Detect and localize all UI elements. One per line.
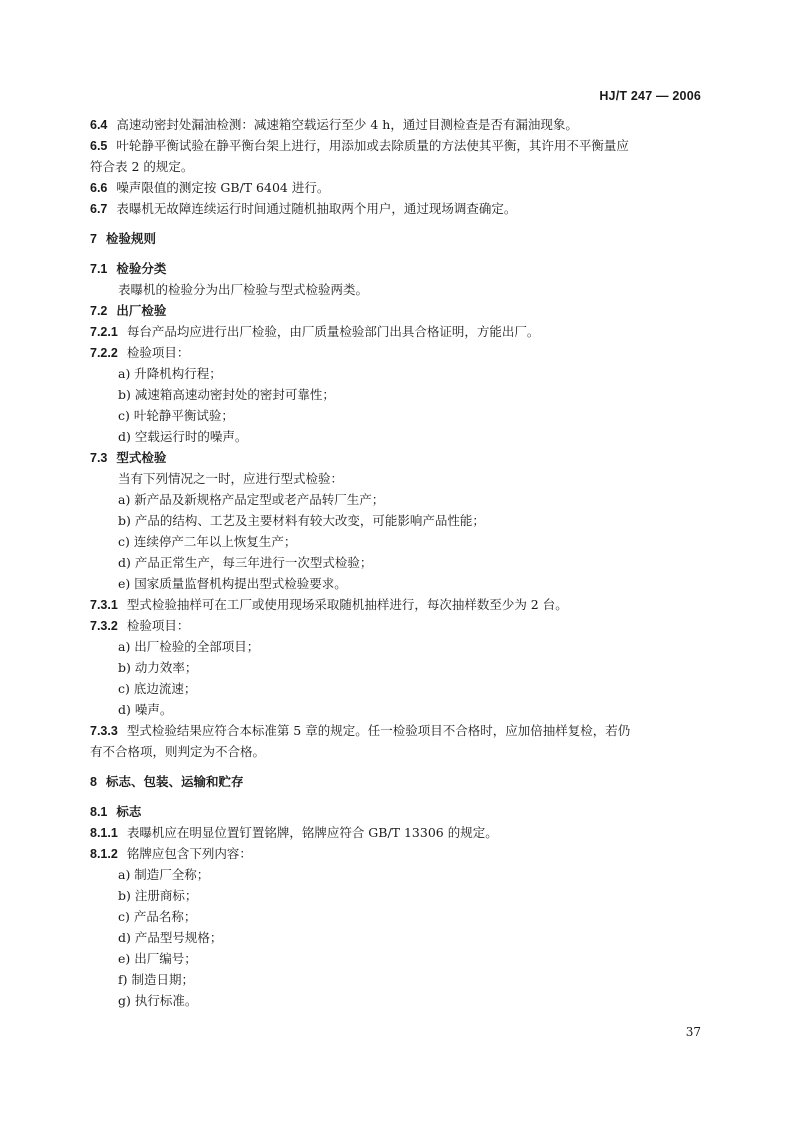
- section-heading: [90, 771, 704, 792]
- clause-text: c) 连续停产二年以上恢复生产；: [118, 534, 297, 549]
- clause-text: d) 噪声。: [118, 702, 173, 717]
- clause-text: 型式检验: [116, 450, 167, 465]
- clause-text: 检验项目：: [126, 345, 190, 360]
- text-line: [90, 279, 704, 300]
- clause-text: f) 制造日期；: [118, 972, 194, 987]
- clause-number: 7: [90, 232, 97, 246]
- section-heading: [90, 258, 704, 279]
- clause-text: 出厂检验: [116, 303, 167, 318]
- text-line: [90, 657, 704, 678]
- text-line: [90, 948, 704, 969]
- clause-text: 铭牌应包含下列内容：: [126, 846, 252, 861]
- clause-text: 标志: [116, 804, 142, 819]
- clause-text: b) 产品的结构、工艺及主要材料有较大改变，可能影响产品性能；: [118, 513, 485, 528]
- clause-line: [90, 321, 704, 342]
- clause-number: 8.1: [90, 805, 108, 819]
- clause-line: [90, 594, 704, 615]
- section-heading: [90, 447, 704, 468]
- clause-text: 表曝机无故障连续运行时间通过随机抽取两个用户，通过现场调查确定。: [116, 201, 517, 216]
- text-line: [90, 510, 704, 531]
- text-line: [90, 468, 704, 489]
- text-line: [90, 531, 704, 552]
- clause-number: 7.1: [90, 262, 108, 276]
- section-heading: [90, 300, 704, 321]
- text-line: [90, 969, 704, 990]
- clause-number: 8.1.2: [90, 847, 118, 861]
- text-line: [90, 678, 704, 699]
- section-gap: [90, 762, 704, 771]
- clause-text: 型式检验结果应符合本标准第 5 章的规定。任一检验项目不合格时，应加倍抽样复检，若仍: [126, 723, 631, 738]
- clause-text: 当有下列情况之一时，应进行型式检验：: [118, 471, 344, 486]
- clause-number: 7.3: [90, 451, 108, 465]
- clause-number: 7.3.2: [90, 619, 118, 633]
- clause-text: 噪声限值的测定按 GB/T 6404 进行。: [116, 180, 330, 195]
- clause-text: c) 产品名称；: [118, 909, 197, 924]
- text-line: [90, 405, 704, 426]
- clause-line: [90, 135, 704, 156]
- clause-number: 8: [90, 775, 97, 789]
- clause-text: a) 升降机构行程；: [118, 366, 222, 381]
- text-line: [90, 552, 704, 573]
- clause-text: g) 执行标准。: [118, 993, 198, 1008]
- clause-number: 6.5: [90, 139, 108, 153]
- clause-number: 6.7: [90, 202, 108, 216]
- text-line: [90, 573, 704, 594]
- clause-text: a) 新产品及新规格产品定型或老产品转厂生产；: [118, 492, 385, 507]
- clause-line: [90, 843, 704, 864]
- clause-text: 检验项目：: [126, 618, 190, 633]
- text-line: [90, 906, 704, 927]
- text-line: [90, 636, 704, 657]
- clause-text: b) 注册商标；: [118, 888, 198, 903]
- clause-text: 叶轮静平衡试验在静平衡台架上进行，用添加或去除质量的方法使其平衡，其许用不平衡量应: [116, 138, 629, 153]
- text-line: [90, 864, 704, 885]
- clause-text: 检验规则: [105, 231, 156, 246]
- clause-number: 7.2.1: [90, 325, 118, 339]
- clause-text: b) 减速箱高速动密封处的密封可靠性；: [118, 387, 335, 402]
- clause-text: 检验分类: [116, 261, 167, 276]
- clause-text: c) 底边流速；: [118, 681, 197, 696]
- clause-text: 表曝机应在明显位置钉置铭牌，铭牌应符合 GB/T 13306 的规定。: [126, 825, 498, 840]
- clause-number: 7.2: [90, 304, 108, 318]
- section-gap: [90, 219, 704, 228]
- clause-text: 高速动密封处漏油检测：减速箱空载运行至少 4 h，通过目测检查是否有漏油现象。: [116, 117, 578, 132]
- clause-line: [90, 177, 704, 198]
- clause-line: [90, 615, 704, 636]
- clause-number: 7.3.1: [90, 598, 118, 612]
- section-heading: [90, 801, 704, 822]
- clause-text: 有不合格项，则判定为不合格。: [90, 744, 266, 759]
- clause-line: [90, 114, 704, 135]
- clause-number: 6.4: [90, 118, 108, 132]
- clause-line: [90, 198, 704, 219]
- clause-text: e) 出厂编号；: [118, 951, 197, 966]
- text-line: [90, 885, 704, 906]
- clause-text: 每台产品均应进行出厂检验，由厂质量检验部门出具合格证明，方能出厂。: [126, 324, 540, 339]
- document-body: [90, 114, 704, 1011]
- clause-text: 符合表 2 的规定。: [90, 159, 194, 174]
- text-line: [90, 384, 704, 405]
- text-line: [90, 990, 704, 1011]
- clause-text: b) 动力效率；: [118, 660, 198, 675]
- text-line: [90, 927, 704, 948]
- clause-number: 7.2.2: [90, 346, 118, 360]
- clause-text: d) 产品型号规格；: [118, 930, 223, 945]
- text-line: [90, 699, 704, 720]
- section-gap: [90, 792, 704, 801]
- section-heading: [90, 228, 704, 249]
- clause-text: 标志、包装、运输和贮存: [105, 774, 244, 789]
- clause-text: d) 产品正常生产，每三年进行一次型式检验；: [118, 555, 373, 570]
- clause-text: c) 叶轮静平衡试验；: [118, 408, 234, 423]
- text-line: [90, 426, 704, 447]
- clause-text: 表曝机的检验分为出厂检验与型式检验两类。: [118, 282, 369, 297]
- clause-text: e) 国家质量监督机构提出型式检验要求。: [118, 576, 347, 591]
- clause-number: 8.1.1: [90, 826, 118, 840]
- clause-number: 7.3.3: [90, 724, 118, 738]
- clause-line: [90, 720, 704, 741]
- text-line: [90, 489, 704, 510]
- clause-text: 型式检验抽样可在工厂或使用现场采取随机抽样进行，每次抽样数至少为 2 台。: [126, 597, 568, 612]
- text-line: [90, 363, 704, 384]
- page-number: 37: [685, 1025, 701, 1039]
- document-code: HJ/T 247 — 2006: [599, 89, 701, 103]
- clause-line: [90, 822, 704, 843]
- section-gap: [90, 249, 704, 258]
- clause-line: [90, 342, 704, 363]
- clause-text: a) 制造厂全称；: [118, 867, 210, 882]
- clause-number: 6.6: [90, 181, 108, 195]
- clause-text: a) 出厂检验的全部项目；: [118, 639, 260, 654]
- text-line: [90, 156, 704, 177]
- text-line: [90, 741, 704, 762]
- clause-text: d) 空载运行时的噪声。: [118, 429, 248, 444]
